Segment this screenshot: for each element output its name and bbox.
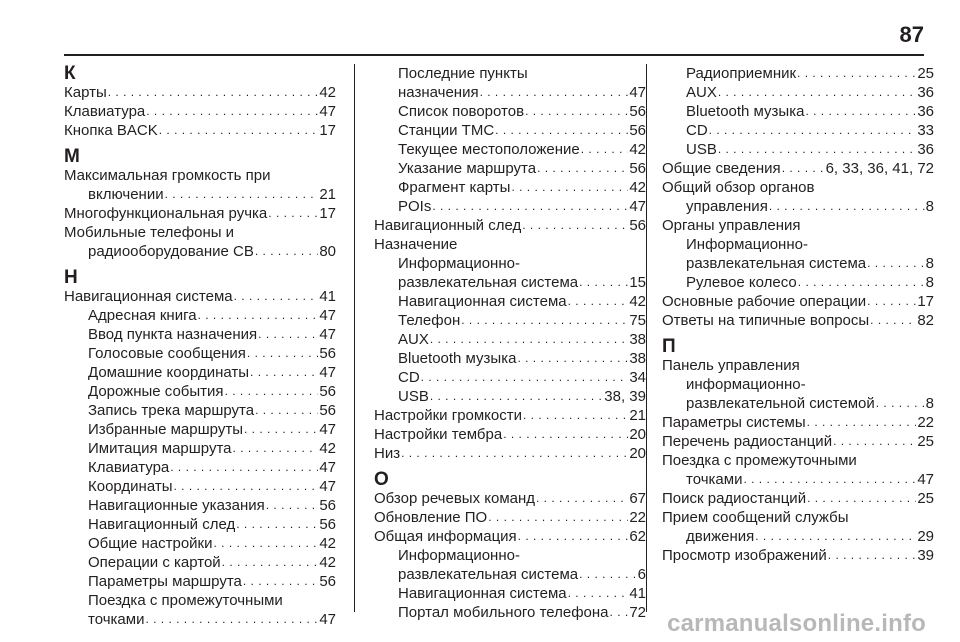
dot-leader xyxy=(461,311,628,330)
index-entry-label: Настройки громкости xyxy=(374,407,523,424)
index-entry-label: Многофункциональная ручка xyxy=(64,205,268,222)
index-entry-label: AUX xyxy=(686,84,717,101)
index-entry-label: движения xyxy=(686,528,755,545)
index-entry-page: 25 xyxy=(917,490,934,507)
dot-leader xyxy=(581,140,629,159)
index-entry xyxy=(64,401,336,420)
index-entry-label: точками xyxy=(88,611,145,628)
index-entry xyxy=(64,306,336,325)
index-entry-label: Поиск радиостанций xyxy=(662,490,807,507)
index-entry-label: Телефон xyxy=(398,312,461,329)
dot-leader xyxy=(159,121,319,140)
index-column-2 xyxy=(374,64,646,622)
index-entry-page: 42 xyxy=(629,293,646,310)
index-entry-label: Клавиатура xyxy=(88,459,170,476)
index-entry xyxy=(662,121,934,140)
index-entry-page: 56 xyxy=(319,345,336,362)
index-entry-page: 47 xyxy=(319,478,336,495)
index-entry-label: управления xyxy=(686,198,768,215)
index-entry-page: 47 xyxy=(319,459,336,476)
index-entry-page: 47 xyxy=(319,307,336,324)
index-entry-page: 42 xyxy=(319,535,336,552)
index-entry xyxy=(374,311,646,330)
dot-leader xyxy=(266,496,319,515)
index-entry xyxy=(662,159,934,178)
dot-leader xyxy=(145,610,318,629)
index-entry xyxy=(374,425,646,444)
index-entry-page: 22 xyxy=(629,509,646,526)
index-entry xyxy=(374,387,646,406)
dot-leader xyxy=(255,401,318,420)
index-entry-label: Радиоприемник xyxy=(686,65,797,82)
index-entry-text: Поездка с промежуточными xyxy=(88,592,283,609)
index-entry-page: 20 xyxy=(629,445,646,462)
index-entry-label: Перечень радиостанций xyxy=(662,433,833,450)
index-entry-page: 47 xyxy=(319,611,336,628)
index-entry-page: 56 xyxy=(629,122,646,139)
column-divider xyxy=(354,64,355,612)
dot-leader xyxy=(511,178,628,197)
dot-leader xyxy=(743,470,916,489)
dot-leader xyxy=(798,273,925,292)
index-entry-page: 62 xyxy=(629,528,646,545)
dot-leader xyxy=(867,254,925,273)
dot-leader xyxy=(828,546,917,565)
index-entry-page: 56 xyxy=(319,383,336,400)
index-entry xyxy=(374,406,646,425)
dot-leader xyxy=(430,330,628,349)
index-entry-label: Кнопка BACK xyxy=(64,122,158,139)
index-entry-label: Запись трека маршрута xyxy=(88,402,255,419)
index-entry xyxy=(64,204,336,223)
index-entry-text: Панель управления xyxy=(662,357,800,374)
dot-leader xyxy=(432,197,628,216)
index-entry-text: Информационно- xyxy=(398,255,520,272)
index-entry xyxy=(374,140,646,159)
index-entry-label: Общие настройки xyxy=(88,535,213,552)
index-entry-label: развлекательная система xyxy=(398,274,579,291)
index-entry xyxy=(64,458,336,477)
index-letter-heading: Н xyxy=(64,267,78,288)
index-entry-label: развлекательная система xyxy=(398,566,579,583)
index-entry xyxy=(64,121,336,140)
index-entry xyxy=(374,330,646,349)
index-entry-label: развлекательная система xyxy=(686,255,867,272)
index-entry-page: 47 xyxy=(629,84,646,101)
index-entry-label: Настройки тембра xyxy=(374,426,503,443)
index-entry xyxy=(64,610,336,629)
index-entry xyxy=(662,83,934,102)
index-entry-page: 47 xyxy=(319,326,336,343)
index-entry-page: 75 xyxy=(629,312,646,329)
index-entry xyxy=(662,470,934,489)
dot-leader xyxy=(518,527,629,546)
dot-leader xyxy=(234,287,319,306)
dot-leader xyxy=(430,387,603,406)
index-entry xyxy=(662,197,934,216)
index-entry-label: CD xyxy=(398,369,420,386)
index-entry-label: USB xyxy=(398,388,429,405)
index-entry-page: 17 xyxy=(319,122,336,139)
dot-leader xyxy=(718,140,916,159)
index-entry-page: 72 xyxy=(629,604,646,621)
index-entry-label: Станции TMC xyxy=(398,122,495,139)
index-entry-page: 82 xyxy=(917,312,934,329)
dot-leader xyxy=(222,553,319,572)
index-entry-page: 42 xyxy=(629,179,646,196)
dot-leader xyxy=(525,102,628,121)
dot-leader xyxy=(495,121,628,140)
watermark: carmanualsonline.info xyxy=(667,610,926,637)
index-entry-text: Информационно- xyxy=(686,236,808,253)
index-entry xyxy=(64,534,336,553)
index-column-3 xyxy=(662,64,934,565)
index-entry xyxy=(64,496,336,515)
dot-leader xyxy=(174,477,319,496)
dot-leader xyxy=(870,311,916,330)
index-entry xyxy=(374,83,646,102)
index-entry-page: 47 xyxy=(319,421,336,438)
index-entry-page: 56 xyxy=(629,103,646,120)
index-entry-page: 41 xyxy=(629,585,646,602)
index-entry-label: Навигационные указания xyxy=(88,497,265,514)
index-entry-page: 29 xyxy=(917,528,934,545)
dot-leader xyxy=(225,382,319,401)
index-entry-text: Назначение xyxy=(374,236,458,253)
index-entry-label: Имитация маршрута xyxy=(88,440,232,457)
index-entry xyxy=(662,273,934,292)
dot-leader xyxy=(718,83,916,102)
index-entry xyxy=(64,83,336,102)
index-entry-page: 17 xyxy=(917,293,934,310)
dot-leader xyxy=(579,273,628,292)
index-entry-label: Общие сведения xyxy=(662,160,781,177)
dot-leader xyxy=(876,394,925,413)
index-entry-page: 34 xyxy=(629,369,646,386)
index-column-1 xyxy=(64,64,336,629)
index-entry-text: Последние пункты xyxy=(398,65,528,82)
index-entry-label: Низ xyxy=(374,445,401,462)
index-entry xyxy=(64,325,336,344)
index-entry xyxy=(374,178,646,197)
index-letter-heading: О xyxy=(374,469,389,490)
index-entry-label: Параметры маршрута xyxy=(88,573,242,590)
index-entry xyxy=(374,216,646,235)
index-entry-page: 25 xyxy=(917,433,934,450)
index-entry xyxy=(374,292,646,311)
dot-leader xyxy=(782,159,825,178)
index-entry-label: Основные рабочие операции xyxy=(662,293,867,310)
index-entry xyxy=(662,546,934,565)
index-entry-label: развлекательной системой xyxy=(686,395,875,412)
index-entry-label: Обновление ПО xyxy=(374,509,488,526)
dot-leader xyxy=(807,413,917,432)
dot-leader xyxy=(805,102,916,121)
index-entry-page: 67 xyxy=(629,490,646,507)
index-entry-label: точками xyxy=(686,471,743,488)
column-divider xyxy=(646,64,647,612)
index-entry-label: Обзор речевых команд xyxy=(374,490,536,507)
index-entry-label: Ответы на типичные вопросы xyxy=(662,312,870,329)
index-entry xyxy=(374,159,646,178)
index-entry-page: 42 xyxy=(319,84,336,101)
dot-leader xyxy=(709,121,917,140)
index-entry xyxy=(374,368,646,387)
index-entry-label: USB xyxy=(686,141,717,158)
index-entry-label: Голосовые сообщения xyxy=(88,345,246,362)
index-entry-page: 21 xyxy=(629,407,646,424)
dot-leader xyxy=(214,534,319,553)
page-number: 87 xyxy=(899,22,924,47)
dot-leader xyxy=(255,242,318,261)
index-entry xyxy=(662,140,934,159)
index-entry xyxy=(64,515,336,534)
dot-leader xyxy=(243,572,318,591)
dot-leader xyxy=(867,292,916,311)
index-entry-label: включении xyxy=(88,186,164,203)
index-entry-label: Дорожные события xyxy=(88,383,224,400)
header-rule xyxy=(64,54,924,56)
dot-leader xyxy=(244,420,318,439)
dot-leader xyxy=(401,444,628,463)
index-entry xyxy=(374,273,646,292)
dot-leader xyxy=(568,292,629,311)
index-entry-page: 39 xyxy=(917,547,934,564)
index-entry xyxy=(374,121,646,140)
dot-leader xyxy=(258,325,318,344)
index-entry-page: 15 xyxy=(629,274,646,291)
index-entry-page: 56 xyxy=(319,573,336,590)
index-entry-page: 42 xyxy=(629,141,646,158)
index-entry xyxy=(64,102,336,121)
index-entry-page: 8 xyxy=(925,255,934,272)
dot-leader xyxy=(503,425,628,444)
index-entry-text: Мобильные телефоны и xyxy=(64,224,235,241)
dot-leader xyxy=(769,197,925,216)
index-entry-label: CD xyxy=(686,122,708,139)
dot-leader xyxy=(536,489,628,508)
index-entry-text: Максимальная громкость при xyxy=(64,167,271,184)
dot-leader xyxy=(247,344,318,363)
dot-leader xyxy=(198,306,319,325)
index-letter-heading: К xyxy=(64,63,76,84)
index-entry xyxy=(662,527,934,546)
index-letter-heading: П xyxy=(662,336,676,357)
index-letter-heading: М xyxy=(64,146,80,167)
index-entry-page: 38 xyxy=(629,331,646,348)
index-entry xyxy=(64,572,336,591)
index-entry-page: 6 xyxy=(637,566,646,583)
index-entry xyxy=(374,527,646,546)
dot-leader xyxy=(522,216,628,235)
index-entry xyxy=(64,477,336,496)
dot-leader xyxy=(233,439,319,458)
index-entry-page: 47 xyxy=(917,471,934,488)
dot-leader xyxy=(165,185,319,204)
index-entry xyxy=(64,553,336,572)
index-entry xyxy=(374,102,646,121)
index-entry-label: Указание маршрута xyxy=(398,160,537,177)
index-entry-page: 56 xyxy=(629,217,646,234)
index-entry xyxy=(374,584,646,603)
index-entry-label: Координаты xyxy=(88,478,173,495)
index-entry xyxy=(64,382,336,401)
index-entry-label: Карты xyxy=(64,84,107,101)
index-entry-page: 56 xyxy=(319,516,336,533)
index-entry-page: 47 xyxy=(629,198,646,215)
index-entry xyxy=(374,444,646,463)
index-entry-label: Bluetooth музыка xyxy=(686,103,805,120)
index-entry-label: Просмотр изображений xyxy=(662,547,827,564)
index-entry-label: Фрагмент карты xyxy=(398,179,511,196)
index-entry-text: Поездка с промежуточными xyxy=(662,452,857,469)
index-entry-label: Ввод пункта назначения xyxy=(88,326,258,343)
index-entry-text: Органы управления xyxy=(662,217,801,234)
index-entry-page: 56 xyxy=(319,497,336,514)
dot-leader xyxy=(755,527,916,546)
index-entry xyxy=(662,413,934,432)
index-entry xyxy=(64,363,336,382)
index-entry-label: Навигационный след xyxy=(88,516,236,533)
index-entry xyxy=(64,420,336,439)
index-entry-page: 8 xyxy=(925,274,934,291)
index-entry-page: 80 xyxy=(319,243,336,260)
index-entry-page: 36 xyxy=(917,103,934,120)
index-entry-label: Общая информация xyxy=(374,528,517,545)
index-entry xyxy=(64,439,336,458)
index-entry-label: AUX xyxy=(398,331,429,348)
index-entry xyxy=(662,292,934,311)
index-entry xyxy=(662,489,934,508)
dot-leader xyxy=(170,458,318,477)
index-entry xyxy=(662,102,934,121)
index-entry-page: 8 xyxy=(925,395,934,412)
index-entry-label: Параметры системы xyxy=(662,414,806,431)
index-entry xyxy=(374,349,646,368)
index-entry-label: POIs xyxy=(398,198,432,215)
dot-leader xyxy=(833,432,916,451)
index-entry-label: назначения xyxy=(398,84,479,101)
index-entry xyxy=(662,311,934,330)
index-entry xyxy=(662,64,934,83)
index-entry-text: Прием сообщений службы xyxy=(662,509,849,526)
index-entry-page: 36 xyxy=(917,141,934,158)
index-entry-label: Клавиатура xyxy=(64,103,146,120)
dot-leader xyxy=(568,584,629,603)
dot-leader xyxy=(480,83,629,102)
index-entry-page: 21 xyxy=(319,186,336,203)
index-entry-label: Навигационная система xyxy=(64,288,233,305)
index-entry-page: 36 xyxy=(917,84,934,101)
index-entry-label: Портал мобильного телефона xyxy=(398,604,609,621)
index-entry-label: Навигационная система xyxy=(398,585,567,602)
index-entry-label: Bluetooth музыка xyxy=(398,350,517,367)
index-entry-label: Адресная книга xyxy=(88,307,197,324)
index-entry xyxy=(374,603,646,622)
dot-leader xyxy=(236,515,318,534)
index-entry-label: Текущее местоположение xyxy=(398,141,580,158)
dot-leader xyxy=(797,64,916,83)
index-entry-label: Избранные маршруты xyxy=(88,421,243,438)
index-entry-page: 33 xyxy=(917,122,934,139)
index-entry-label: Операции с картой xyxy=(88,554,221,571)
dot-leader xyxy=(537,159,628,178)
dot-leader xyxy=(523,406,628,425)
index-entry-page: 38 xyxy=(629,350,646,367)
dot-leader xyxy=(250,363,318,382)
dot-leader xyxy=(108,83,319,102)
index-entry-label: Навигационная система xyxy=(398,293,567,310)
index-entry-page: 25 xyxy=(917,65,934,82)
index-entry-page: 56 xyxy=(319,402,336,419)
index-entry xyxy=(64,185,336,204)
index-entry-page: 38, 39 xyxy=(604,388,646,405)
index-entry-label: Навигационный след xyxy=(374,217,522,234)
index-entry-text: информационно- xyxy=(686,376,806,393)
index-entry-page: 41 xyxy=(319,288,336,305)
dot-leader xyxy=(268,204,318,223)
index-entry-page: 6, 33, 36, 41, 72 xyxy=(825,160,934,177)
index-entry xyxy=(64,344,336,363)
index-entry-text: Информационно- xyxy=(398,547,520,564)
index-entry xyxy=(374,565,646,584)
dot-leader xyxy=(610,603,629,622)
index-entry-page: 42 xyxy=(319,554,336,571)
index-entry-page: 47 xyxy=(319,364,336,381)
index-entry-label: Список поворотов xyxy=(398,103,525,120)
index-entry-page: 17 xyxy=(319,205,336,222)
index-entry xyxy=(374,197,646,216)
index-entry-page: 56 xyxy=(629,160,646,177)
index-entry-page: 8 xyxy=(925,198,934,215)
dot-leader xyxy=(517,349,628,368)
dot-leader xyxy=(807,489,916,508)
index-entry-page: 20 xyxy=(629,426,646,443)
index-entry-page: 22 xyxy=(917,414,934,431)
index-entry xyxy=(662,432,934,451)
dot-leader xyxy=(146,102,318,121)
dot-leader xyxy=(421,368,629,387)
index-entry xyxy=(64,287,336,306)
index-entry xyxy=(374,489,646,508)
index-entry-page: 47 xyxy=(319,103,336,120)
index-entry-label: Домашние координаты xyxy=(88,364,250,381)
index-entry xyxy=(662,254,934,273)
index-entry-page: 42 xyxy=(319,440,336,457)
dot-leader xyxy=(488,508,628,527)
dot-leader xyxy=(579,565,637,584)
index-entry xyxy=(662,394,934,413)
index-entry-label: радиооборудование CB xyxy=(88,243,254,260)
index-entry-text: Общий обзор органов xyxy=(662,179,815,196)
index-entry-label: Рулевое колесо xyxy=(686,274,797,291)
index-entry xyxy=(374,508,646,527)
index-entry xyxy=(64,242,336,261)
